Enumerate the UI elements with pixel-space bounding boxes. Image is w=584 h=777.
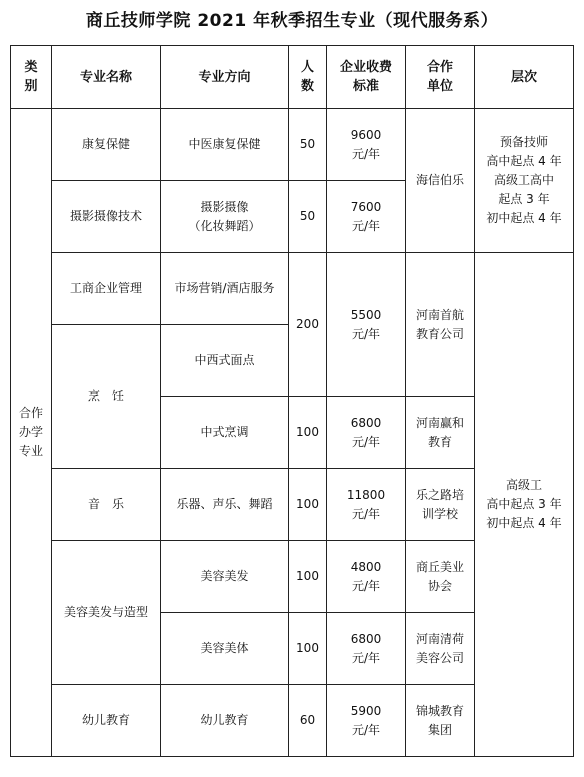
direction-cell: 中西式面点: [161, 325, 289, 397]
count-cell: 50: [289, 181, 327, 253]
partner-cell: 河南首航 教育公司: [406, 253, 475, 397]
level-cell: 高级工 高中起点 3 年 初中起点 4 年: [475, 253, 574, 757]
major-cell: 音 乐: [52, 469, 161, 541]
count-cell: 100: [289, 469, 327, 541]
enrollment-table: [10, 45, 574, 757]
count-cell: 200: [289, 253, 327, 397]
direction-cell: 美容美体: [161, 613, 289, 685]
major-cell: 康复保健: [52, 109, 161, 181]
header-fee: 企业收费 标准: [327, 46, 406, 109]
table-header-row: [11, 46, 574, 109]
partner-cell: 锦城教育 集团: [406, 685, 475, 757]
partner-cell: 商丘美业 协会: [406, 541, 475, 613]
partner-cell: 海信伯乐: [406, 109, 475, 253]
partner-cell: 河南赢和 教育: [406, 397, 475, 469]
header-direction: 专业方向: [161, 46, 289, 109]
header-partner: 合作 单位: [406, 46, 475, 109]
major-cell: 摄影摄像技术: [52, 181, 161, 253]
header-count: 人 数: [289, 46, 327, 109]
table-row: [11, 109, 574, 181]
fee-cell: 6800 元/年: [327, 613, 406, 685]
fee-cell: 11800 元/年: [327, 469, 406, 541]
level-cell: 预备技师 高中起点 4 年 高级工高中 起点 3 年 初中起点 4 年: [475, 109, 574, 253]
header-category: 类 别: [11, 46, 52, 109]
direction-cell: 摄影摄像 （化妆舞蹈）: [161, 181, 289, 253]
direction-cell: 中医康复保健: [161, 109, 289, 181]
fee-cell: 9600 元/年: [327, 109, 406, 181]
direction-cell: 乐器、声乐、舞蹈: [161, 469, 289, 541]
direction-cell: 中式烹调: [161, 397, 289, 469]
partner-cell: 乐之路培 训学校: [406, 469, 475, 541]
fee-cell: 4800 元/年: [327, 541, 406, 613]
header-major: 专业名称: [52, 46, 161, 109]
major-cell: 美容美发与造型: [52, 541, 161, 685]
count-cell: 100: [289, 613, 327, 685]
count-cell: 100: [289, 397, 327, 469]
table-row: [11, 253, 574, 325]
count-cell: 100: [289, 541, 327, 613]
major-cell: 工商企业管理: [52, 253, 161, 325]
category-cell: 合作 办学 专业: [11, 109, 52, 757]
fee-cell: 6800 元/年: [327, 397, 406, 469]
partner-cell: 河南清荷 美容公司: [406, 613, 475, 685]
page-title: 商丘技师学院 2021 年秋季招生专业（现代服务系）: [85, 11, 499, 31]
direction-cell: 幼儿教育: [161, 685, 289, 757]
direction-cell: 市场营销/酒店服务: [161, 253, 289, 325]
header-level: 层次: [475, 46, 574, 109]
fee-cell: 7600 元/年: [327, 181, 406, 253]
fee-cell: 5900 元/年: [327, 685, 406, 757]
count-cell: 60: [289, 685, 327, 757]
direction-cell: 美容美发: [161, 541, 289, 613]
major-cell: 幼儿教育: [52, 685, 161, 757]
major-cell: 烹 饪: [52, 325, 161, 469]
fee-cell: 5500 元/年: [327, 253, 406, 397]
count-cell: 50: [289, 109, 327, 181]
